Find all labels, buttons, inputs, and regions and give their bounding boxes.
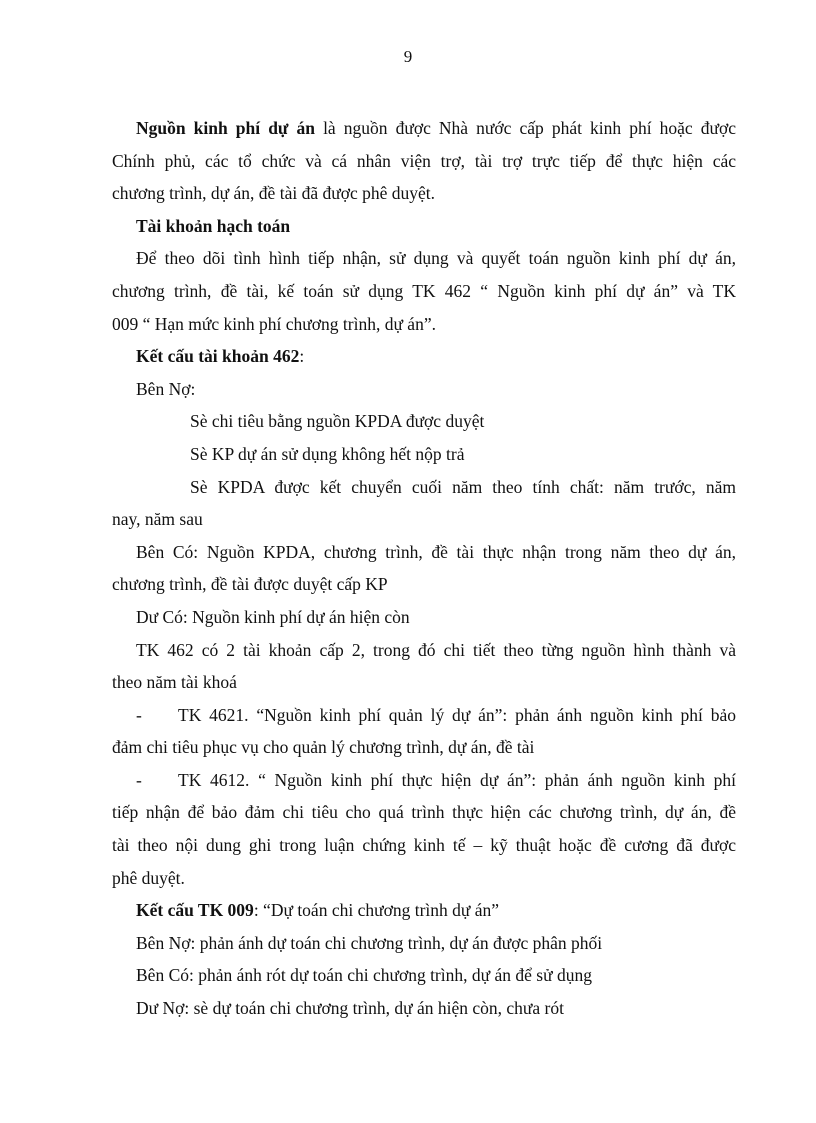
ben-no-item3-line2: nay, năm sau	[112, 509, 203, 530]
heading-009: Kết cấu TK 009: “Dự toán chi chương trình dự án”	[136, 900, 500, 921]
p-tk462-line2: theo năm tài khoá	[112, 672, 237, 693]
tk009-ben-no: Bên Nợ: phản ánh dự toán chi chương trình, dự án được phân phối	[136, 932, 603, 953]
ben-no-item: Sè chi tiêu bằng nguồn KPDA được duyệt	[190, 411, 485, 432]
ben-no-item: Sè KP dự án sử dụng không hết nộp trả	[190, 443, 465, 464]
p1-line1: Nguồn kinh phí dự án là nguồn được Nhà nước cấp phát kinh phí hoặc được	[136, 118, 736, 138]
document-body	[112, 112, 736, 1025]
p1-bold-term: Nguồn kinh phí dự án	[136, 118, 315, 138]
p2-line3: 009 “ Hạn mức kinh phí chương trình, dự án”.	[112, 313, 436, 334]
heading-462: Kết cấu tài khoản 462:	[136, 346, 305, 367]
bullet-4621-line2: đảm chi tiêu phục vụ cho quản lý chương trình, dự án, đề tài	[112, 737, 535, 758]
p-tk462-line1: TK 462 có 2 tài khoản cấp 2, trong đó chi tiết theo từng nguồn hình thành và	[136, 639, 736, 660]
bullet-4621-line1: - TK 4621. “Nguồn kinh phí quản lý dự án”: phản ánh nguồn kinh phí bảo	[112, 699, 736, 732]
heading-account: Tài khoản hạch toán	[136, 215, 291, 236]
bullet-4612-line4: phê duyệt.	[112, 867, 185, 888]
p2-line2: chương trình, đề tài, kế toán sử dụng TK 462 “ Nguồn kinh phí dự án” và TK	[112, 280, 736, 301]
bullet-marker: -	[136, 769, 142, 790]
tk009-ben-co: Bên Có: phản ánh rót dự toán chi chương trình, dự án để sử dụng	[136, 965, 592, 986]
bullet-4612-line3: tài theo nội dung ghi trong luận chứng kinh tế – kỹ thuật hoặc đề cương đã được	[112, 835, 736, 856]
ben-no-item3-line1: Sè KPDA được kết chuyển cuối năm theo tính chất: năm trước, năm	[190, 476, 736, 497]
p2-line1: Để theo dõi tình hình tiếp nhận, sử dụng và quyết toán nguồn kinh phí dự án,	[136, 248, 736, 269]
ben-co-line2: chương trình, đề tài được duyệt cấp KP	[112, 574, 388, 595]
bullet-marker: -	[136, 704, 142, 725]
ben-no-label: Bên Nợ:	[136, 378, 196, 399]
p1-line3: chương trình, dự án, đề tài đã được phê duyệt.	[112, 183, 435, 204]
bullet-4612-line1: - TK 4612. “ Nguồn kinh phí thực hiện dự án”: phản ánh nguồn kinh phí	[112, 764, 736, 797]
p1-line2: Chính phủ, các tổ chức và cá nhân viện trợ, tài trợ trực tiếp để thực hiện các	[112, 150, 736, 171]
du-co: Dư Có: Nguồn kinh phí dự án hiện còn	[136, 606, 410, 627]
ben-co-line1: Bên Có: Nguồn KPDA, chương trình, đề tài thực nhận trong năm theo dự án,	[136, 541, 736, 562]
page-number: 9	[403, 47, 413, 66]
tk009-du-no: Dư Nợ: sè dự toán chi chương trình, dự án hiện còn, chưa rót	[136, 998, 564, 1019]
bullet-4612-line2: tiếp nhận để bảo đảm chi tiêu cho quá trình thực hiện các chương trình, dự án, đề	[112, 802, 736, 823]
